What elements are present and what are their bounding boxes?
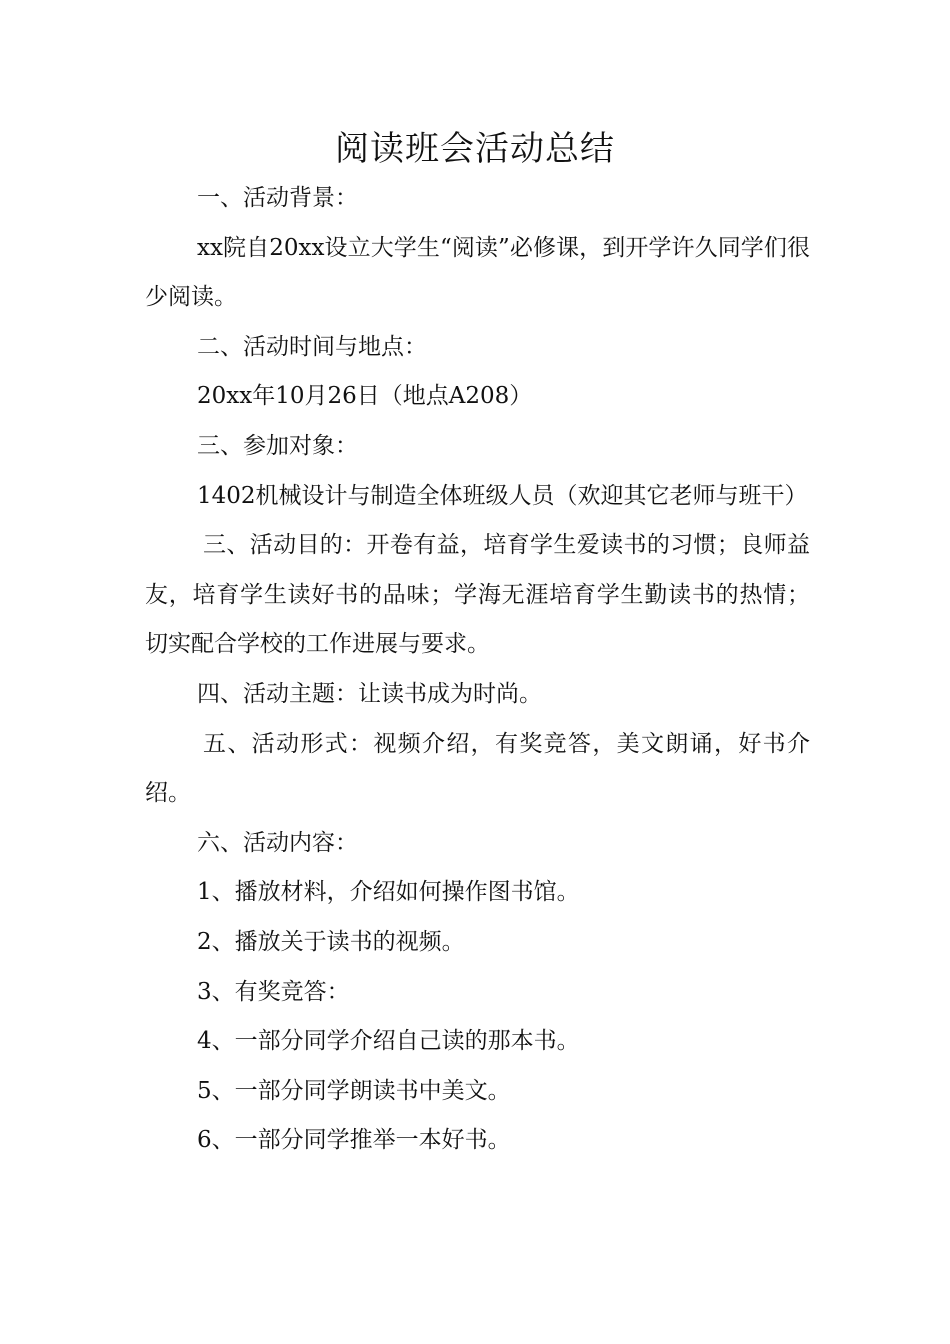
list-item: 5、一部分同学朗读书中美文。 <box>197 1077 511 1104</box>
paragraph-time-place-text: 20xx年10月26日（地点A208） <box>197 383 533 410</box>
document-title: 阅读班会活动总结 <box>335 129 615 169</box>
paragraph-time-place-heading: 二、活动时间与地点： <box>197 333 427 360</box>
paragraph-background-heading: 一、活动背景： <box>197 185 358 211</box>
document-body <box>145 174 810 1166</box>
paragraph-background-text: xx院自20xx设立大学生“阅读”必修课，到开学许久同学们很少阅读。 <box>145 234 810 311</box>
paragraph-participants-heading: 三、参加对象： <box>197 432 358 459</box>
list-item: 6、一部分同学推举一本好书。 <box>197 1127 511 1154</box>
list-item: 2、播放关于读书的视频。 <box>197 928 465 955</box>
list-item: 4、一部分同学介绍自己读的那本书。 <box>197 1028 580 1055</box>
paragraph-purpose: 三、活动目的：开卷有益，培育学生爱读书的习惯；良师益友，培育学生读好书的品味；学海无涯培育学生勤读书的热情；切实配合学校的工作进展与要求。 <box>145 532 810 658</box>
list-item: 1、播放材料，介绍如何操作图书馆。 <box>197 879 580 906</box>
paragraph-participants-text: 1402机械设计与制造全体班级人员（欢迎其它老师与班干） <box>197 482 808 509</box>
paragraph-content-heading: 六、活动内容： <box>197 829 358 856</box>
list-item: 3、有奖竞答： <box>197 978 350 1005</box>
paragraph-format: 五、活动形式：视频介绍，有奖竞答，美文朗诵，好书介绍。 <box>145 730 810 807</box>
paragraph-theme: 四、活动主题：让读书成为时尚。 <box>197 680 542 707</box>
